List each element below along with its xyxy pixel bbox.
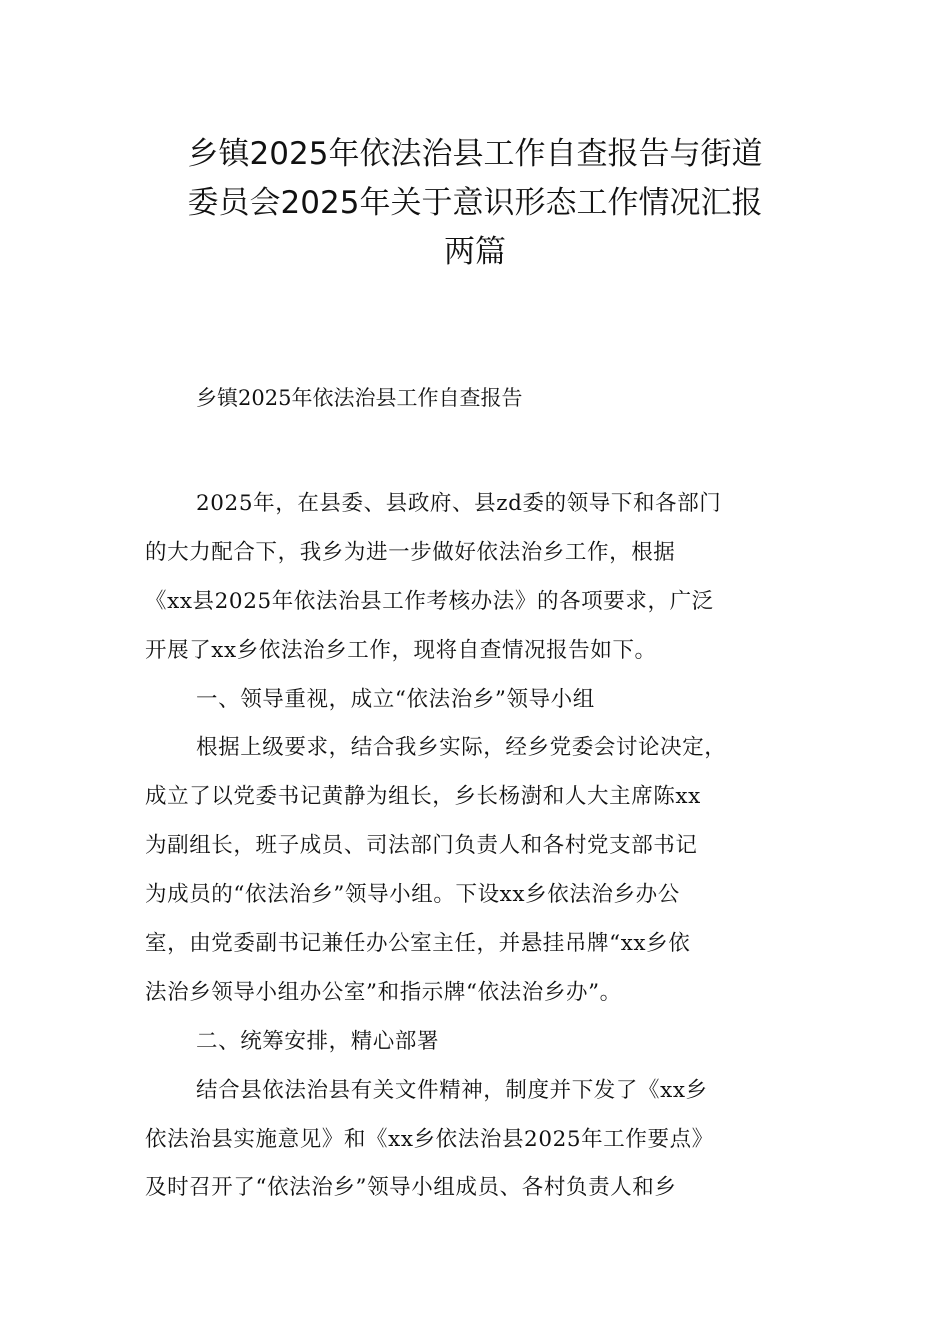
section-heading-2: 二、统筹安排，精心部署 [196, 1028, 440, 1054]
body-line-4: 开展了xx乡依法治乡工作，现将自查情况报告如下。 [145, 637, 657, 663]
title-line-2: 委员会2025年关于意识形态工作情况汇报 [187, 185, 763, 221]
body-line-2: 的大力配合下，我乡为进一步做好依法治乡工作，根据 [145, 539, 676, 565]
body-line-3: 《xx县2025年依法治县工作考核办法》的各项要求，广泛 [145, 588, 714, 614]
title-line-3: 两篇 [444, 234, 506, 270]
title-line-1: 乡镇2025年依法治县工作自查报告与街道 [187, 136, 763, 172]
body-line-15: 及时召开了“依法治乡”领导小组成员、各村负责人和乡 [145, 1175, 677, 1201]
body-line-7: 成立了以党委书记黄静为组长，乡长杨澍和人大主席陈xx [145, 784, 701, 810]
body-line-11: 法治乡领导小组办公室”和指示牌“依法治乡办”。 [145, 979, 622, 1005]
body-line-1: 2025年，在县委、县政府、县zd委的领导下和各部门 [196, 491, 722, 516]
body-line-10: 室，由党委副书记兼任办公室主任，并悬挂吊牌“xx乡依 [145, 931, 691, 957]
body-line-13: 结合县依法治县有关文件精神，制度并下发了《xx乡 [196, 1077, 708, 1103]
section-heading-1: 一、领导重视，成立“依法治乡”领导小组 [196, 686, 595, 712]
document-title [120, 130, 830, 277]
body-line-6: 根据上级要求，结合我乡实际，经乡党委会讨论决定， [196, 735, 727, 761]
section-subtitle: 乡镇2025年依法治县工作自查报告 [196, 386, 523, 410]
body-text [145, 480, 825, 1213]
body-line-9: 为成员的“依法治乡”领导小组。下设xx乡依法治乡办公 [145, 882, 680, 908]
body-line-14: 依法治县实施意见》和《xx乡依法治县2025年工作要点》 [145, 1126, 714, 1152]
body-line-8: 为副组长，班子成员、司法部门负责人和各村党支部书记 [145, 833, 698, 859]
